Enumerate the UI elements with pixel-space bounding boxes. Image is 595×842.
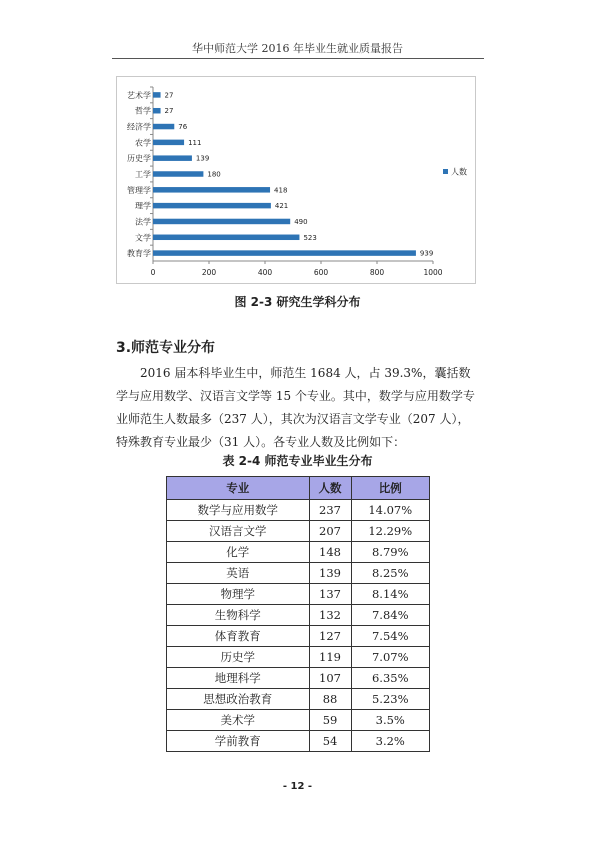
data-label: 180 (207, 170, 221, 179)
table-cell: 8.79% (351, 542, 429, 563)
table-cell: 物理学 (167, 584, 310, 605)
table-cell: 207 (309, 521, 351, 542)
data-label: 111 (188, 138, 202, 147)
data-label: 421 (274, 202, 289, 211)
table-cell: 7.54% (351, 626, 429, 647)
bar (153, 155, 192, 161)
y-tick-label: 历史学 (127, 154, 151, 164)
table-cell: 体育教育 (167, 626, 310, 647)
table-cell: 132 (309, 605, 351, 626)
x-tick-label: 400 (257, 268, 273, 277)
data-label: 490 (294, 217, 308, 226)
table-cell: 生物科学 (167, 605, 310, 626)
y-tick-label: 经济学 (127, 122, 151, 132)
table-cell: 3.2% (351, 731, 429, 752)
table-cell: 6.35% (351, 668, 429, 689)
y-tick-label: 管理学 (127, 185, 151, 195)
y-tick-label: 理学 (135, 201, 151, 211)
table-cell: 148 (309, 542, 351, 563)
table-cell: 数学与应用数学 (167, 500, 310, 521)
bar-chart (117, 77, 477, 285)
table-header-cell: 专业 (167, 477, 310, 500)
table-header-cell: 人数 (309, 477, 351, 500)
table-cell: 美术学 (167, 710, 310, 731)
table-cell: 139 (309, 563, 351, 584)
y-tick-label: 农学 (135, 138, 151, 148)
table-header-cell: 比例 (351, 477, 429, 500)
data-label: 523 (303, 233, 317, 242)
table-row (167, 563, 430, 584)
data-label: 27 (164, 91, 174, 100)
table-row (167, 668, 430, 689)
page-number: - 12 - (282, 781, 313, 792)
page-header: 华中师范大学 2016 年毕业生就业质量报告 (192, 42, 403, 55)
table-cell: 思想政治教育 (167, 689, 310, 710)
table-cell: 237 (309, 500, 351, 521)
x-tick-label: 600 (313, 268, 329, 277)
y-tick-label: 哲学 (135, 106, 151, 116)
figure-caption: 图 2-3 研究生学科分布 (234, 295, 361, 309)
table-cell: 137 (309, 584, 351, 605)
table-row (167, 689, 430, 710)
table-row (167, 521, 430, 542)
table-cell: 7.84% (351, 605, 429, 626)
table-row (167, 584, 430, 605)
table-cell: 历史学 (167, 647, 310, 668)
bar (153, 250, 416, 256)
bar (153, 124, 174, 130)
data-label: 418 (274, 186, 288, 195)
table-cell: 88 (309, 689, 351, 710)
table-cell: 127 (309, 626, 351, 647)
table-caption: 表 2-4 师范专业毕业生分布 (222, 454, 373, 468)
table-cell: 7.07% (351, 647, 429, 668)
y-tick-label: 文学 (135, 233, 151, 243)
table-cell: 12.29% (351, 521, 429, 542)
table-row (167, 731, 430, 752)
y-tick-label: 工学 (135, 170, 151, 179)
table-row (167, 710, 430, 731)
major-distribution-table (166, 476, 430, 752)
table-row (167, 605, 430, 626)
x-tick-label: 0 (150, 268, 156, 277)
table-cell: 3.5% (351, 710, 429, 731)
legend-label: 人数 (451, 167, 467, 177)
table-cell: 英语 (167, 563, 310, 584)
data-label: 76 (178, 123, 188, 132)
bar (153, 187, 270, 193)
table-cell: 119 (309, 647, 351, 668)
data-label: 939 (419, 249, 434, 258)
legend-swatch (443, 169, 448, 174)
y-tick-label: 教育学 (127, 249, 151, 259)
x-tick-label: 1000 (423, 268, 443, 277)
table-cell: 54 (309, 731, 351, 752)
table-cell: 8.25% (351, 563, 429, 584)
chart-frame (116, 76, 476, 284)
section-paragraph: 2016 届本科毕业生中，师范生 1684 人，占 39.3%，囊括数学与应用数学、汉语言文学等 15 个专业。其中，数学与应用数学专业师范生人数最多（237 人），其次为汉语言文学专业（207 人），特殊教育专业最少（31 人）。各专业人数及比例如下： (116, 366, 475, 449)
table-cell: 59 (309, 710, 351, 731)
table-cell: 汉语言文学 (167, 521, 310, 542)
bar (153, 203, 271, 209)
bar (153, 171, 203, 177)
bar (153, 235, 299, 241)
table-cell: 地理科学 (167, 668, 310, 689)
bar (153, 92, 161, 98)
y-tick-label: 法学 (135, 217, 151, 227)
bar (153, 140, 184, 146)
table-cell: 14.07% (351, 500, 429, 521)
table-cell: 107 (309, 668, 351, 689)
x-tick-label: 200 (201, 268, 217, 277)
table-cell: 化学 (167, 542, 310, 563)
data-label: 139 (195, 154, 210, 163)
data-label: 27 (164, 107, 174, 116)
table-header-row (167, 477, 430, 500)
table-cell: 学前教育 (167, 731, 310, 752)
x-tick-label: 800 (369, 268, 385, 277)
y-tick-label: 艺术学 (127, 90, 151, 100)
table-row (167, 647, 430, 668)
table-cell: 5.23% (351, 689, 429, 710)
table-row (167, 542, 430, 563)
bar (153, 108, 161, 114)
table-row (167, 500, 430, 521)
bar (153, 219, 290, 225)
table-cell: 8.14% (351, 584, 429, 605)
table-row (167, 626, 430, 647)
header-rule (112, 58, 484, 59)
section-title: 3.师范专业分布 (116, 340, 216, 356)
